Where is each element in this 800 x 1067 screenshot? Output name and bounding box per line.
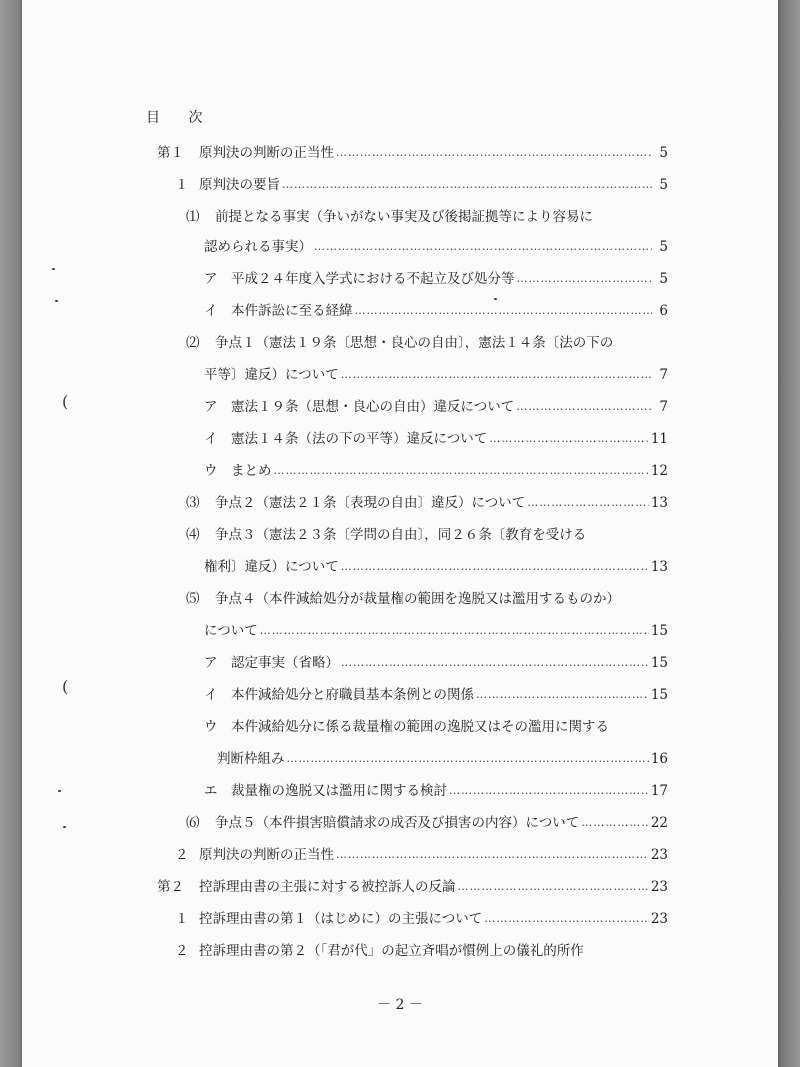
dot-leader xyxy=(581,812,649,834)
toc-entry-title: について xyxy=(204,623,258,639)
toc-entry-title: 権利〕違反）について xyxy=(204,559,339,575)
toc-entry-number: ア xyxy=(204,655,218,671)
toc-entry-number: ⑹ xyxy=(186,815,200,831)
toc-entry-title: 控訴理由書の主張に対する被控訴人の反論 xyxy=(199,879,456,895)
toc-entry-number: ウ xyxy=(204,463,218,479)
margin-mark: ( xyxy=(62,392,69,411)
toc-page-number: 12 xyxy=(650,463,668,479)
toc-entry-title: 争点５（本件損害賠償請求の成否及び損害の内容）について xyxy=(215,815,580,831)
toc-entry-number: エ xyxy=(204,783,218,799)
toc-entry-number: ⑷ xyxy=(186,527,200,543)
dot-leader xyxy=(287,748,649,770)
toc-entry-title: 原判決の判断の正当性 xyxy=(199,145,334,161)
toc-entry[interactable] xyxy=(217,748,668,770)
toc-entry-title: まとめ xyxy=(231,463,272,479)
toc-entry-number: イ xyxy=(204,687,218,703)
dot-leader xyxy=(449,780,649,802)
toc-entry[interactable] xyxy=(215,812,668,834)
dot-leader xyxy=(458,876,649,898)
toc-page-number: 23 xyxy=(650,847,668,863)
toc-entry-number: ⑸ xyxy=(186,591,200,607)
toc-entry-number: 第２ xyxy=(157,879,184,895)
viewer-left-edge xyxy=(0,0,22,1067)
toc-entry-title: 争点２（憲法２１条〔表現の自由〕違反）について xyxy=(215,495,526,511)
dot-leader xyxy=(355,300,653,322)
toc-entry-number: １ xyxy=(175,911,189,927)
dot-leader xyxy=(484,908,649,930)
toc-entry[interactable] xyxy=(231,268,668,290)
toc-entry-title: 争点３（憲法２３条〔学問の自由〕，同２６条〔教育を受ける xyxy=(215,527,587,543)
scan-speck xyxy=(52,268,55,270)
toc-entry[interactable] xyxy=(231,428,668,450)
toc-page-number: 6 xyxy=(659,303,668,319)
toc-entry[interactable] xyxy=(204,556,668,578)
toc-entry-title: 本件減給処分と府職員基本条例との関係 xyxy=(231,687,474,703)
dot-leader xyxy=(260,620,649,642)
dot-leader xyxy=(314,236,652,258)
toc-entry-title: 平等〕違反）について xyxy=(204,367,339,383)
toc-entry[interactable] xyxy=(199,876,668,898)
toc-entry[interactable] xyxy=(215,492,668,514)
toc-entry-number: 第１ xyxy=(157,145,184,161)
toc-entry[interactable] xyxy=(231,460,668,482)
margin-mark: ( xyxy=(62,677,69,696)
toc-entry-title: 争点４（本件減給処分が裁量権の範囲を逸脱又は濫用するものか） xyxy=(215,591,620,607)
toc-page-number: 5 xyxy=(659,239,668,255)
toc-entry-title: 憲法１４条（法の下の平等）違反について xyxy=(231,431,488,447)
toc-entry-number: ２ xyxy=(175,943,189,959)
toc-entry-title: 認められる事実） xyxy=(204,239,312,255)
scan-speck xyxy=(63,826,66,828)
toc-page-number: 15 xyxy=(650,655,668,671)
toc-entry-title: 判断枠組み xyxy=(217,751,285,767)
toc-page-number: 13 xyxy=(650,559,668,575)
toc-entry-number: ⑵ xyxy=(186,335,200,351)
toc-entry-title: 争点１（憲法１９条〔思想・良心の自由〕，憲法１４条〔法の下の xyxy=(215,335,614,351)
dot-leader xyxy=(282,174,652,196)
dot-leader xyxy=(527,492,649,514)
toc-entry-title: 本件減給処分に係る裁量権の範囲の逸脱又はその濫用に関する xyxy=(231,719,609,735)
toc-page-number: 5 xyxy=(659,145,668,161)
scan-speck xyxy=(58,790,61,792)
toc-page-number: 17 xyxy=(650,783,668,799)
toc-entry[interactable] xyxy=(231,684,668,706)
toc-entry-number: ア xyxy=(204,271,218,287)
toc-page-number: 5 xyxy=(659,271,668,287)
toc-entry-title: 本件訴訟に至る経緯 xyxy=(231,303,353,319)
toc-entry-number: イ xyxy=(204,431,218,447)
toc-page-number: 22 xyxy=(650,815,668,831)
toc-entry-title: 平成２４年度入学式における不起立及び処分等 xyxy=(231,271,515,287)
scan-speck xyxy=(55,300,58,302)
toc-entry-number: ⑴ xyxy=(186,209,200,225)
toc-entry-title: 控訴理由書の第２（「君が代」の起立斉唱が慣例上の儀礼的所作 xyxy=(199,943,584,959)
toc-heading: 目 次 xyxy=(146,110,215,126)
page-number: － 2 － xyxy=(377,997,423,1013)
toc-entry[interactable] xyxy=(215,206,593,228)
toc-page-number: 5 xyxy=(659,177,668,193)
toc-entry[interactable] xyxy=(199,142,668,164)
toc-entry-number: ⑶ xyxy=(186,495,200,511)
toc-entry-title: 前提となる事実（争いがない事実及び後掲証拠等により容易に xyxy=(215,209,593,225)
toc-entry[interactable] xyxy=(231,716,609,738)
dot-leader xyxy=(336,142,652,164)
toc-page-number: 7 xyxy=(659,399,668,415)
dot-leader xyxy=(341,364,652,386)
dot-leader xyxy=(341,652,649,674)
toc-entry-number: １ xyxy=(175,177,189,193)
dot-leader xyxy=(476,684,649,706)
toc-entry[interactable] xyxy=(199,908,668,930)
dot-leader xyxy=(341,556,649,578)
toc-page-number: 11 xyxy=(650,431,668,447)
toc-entry-title: 控訴理由書の第１（はじめに）の主張について xyxy=(199,911,483,927)
toc-page-number: 15 xyxy=(650,687,668,703)
toc-entry[interactable] xyxy=(215,588,620,610)
toc-entry[interactable] xyxy=(199,940,584,962)
toc-entry[interactable] xyxy=(199,844,668,866)
toc-page-number: 13 xyxy=(650,495,668,511)
toc-entry-number: イ xyxy=(204,303,218,319)
toc-entry[interactable] xyxy=(215,332,613,354)
toc-entry-title: 裁量権の逸脱又は濫用に関する検討 xyxy=(231,783,447,799)
toc-page-number: 7 xyxy=(659,367,668,383)
toc-entry[interactable] xyxy=(199,174,668,196)
toc-page-number: 23 xyxy=(650,879,668,895)
dot-leader xyxy=(274,460,649,482)
toc-entry[interactable] xyxy=(231,300,668,322)
toc-entry[interactable] xyxy=(204,620,668,642)
viewer-right-edge xyxy=(778,0,800,1067)
toc-entry-title: 原判決の判断の正当性 xyxy=(199,847,334,863)
toc-entry-number: ア xyxy=(204,399,218,415)
dot-leader xyxy=(517,268,653,290)
scan-speck xyxy=(494,298,497,300)
toc-entry[interactable] xyxy=(231,652,668,674)
toc-entry[interactable] xyxy=(204,236,668,258)
toc-entry[interactable] xyxy=(204,364,668,386)
toc-entry-number: ２ xyxy=(175,847,189,863)
toc-page-number: 16 xyxy=(650,751,668,767)
toc-entry-title: 憲法１９条（思想・良心の自由）違反について xyxy=(231,399,515,415)
toc-entry[interactable] xyxy=(231,396,668,418)
dot-leader xyxy=(516,396,652,418)
dot-leader xyxy=(336,844,649,866)
toc-page-number: 15 xyxy=(650,623,668,639)
toc-entry-title: 原判決の要旨 xyxy=(199,177,280,193)
toc-page-number: 23 xyxy=(650,911,668,927)
toc-entry-number: ウ xyxy=(204,719,218,735)
dot-leader xyxy=(489,428,649,450)
toc-entry[interactable] xyxy=(231,780,668,802)
toc-entry-title: 認定事実（省略） xyxy=(231,655,339,671)
toc-entry[interactable] xyxy=(215,524,586,546)
